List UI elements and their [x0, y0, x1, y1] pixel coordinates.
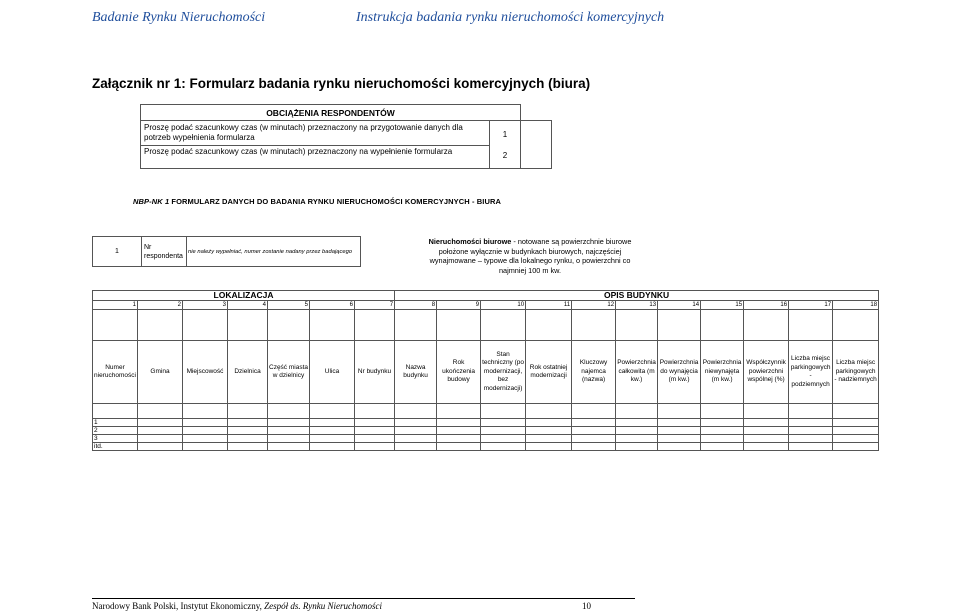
- column-number: 11: [526, 301, 572, 310]
- input-cell[interactable]: [526, 419, 572, 427]
- input-cell[interactable]: [526, 435, 572, 443]
- input-cell[interactable]: [658, 443, 701, 451]
- input-cell[interactable]: [183, 443, 228, 451]
- column-spacer: [93, 310, 138, 341]
- form-subtitle: [133, 197, 501, 206]
- row-label: 1: [93, 419, 138, 427]
- input-cell[interactable]: [355, 427, 395, 435]
- input-cell[interactable]: [701, 435, 744, 443]
- input-cell[interactable]: [228, 443, 268, 451]
- input-cell[interactable]: [268, 443, 310, 451]
- column-spacer: [355, 310, 395, 341]
- input-cell[interactable]: [744, 419, 789, 427]
- burden-heading: OBCIĄŻENIA RESPONDENTÓW: [141, 105, 521, 121]
- column-number: 8: [395, 301, 437, 310]
- column-header: Ulica: [310, 341, 355, 404]
- input-cell[interactable]: [310, 435, 355, 443]
- column-number: 9: [437, 301, 481, 310]
- input-cell[interactable]: [701, 419, 744, 427]
- input-cell[interactable]: [833, 419, 879, 427]
- column-spacer: [658, 310, 701, 341]
- input-cell[interactable]: [744, 435, 789, 443]
- input-cell[interactable]: [701, 443, 744, 451]
- definition-term: Nieruchomości biurowe: [428, 237, 512, 246]
- spacer-cell: [268, 404, 310, 419]
- input-cell[interactable]: [572, 427, 616, 435]
- column-spacer: [526, 310, 572, 341]
- column-spacer: [138, 310, 183, 341]
- column-spacer: [228, 310, 268, 341]
- column-header: Gmina: [138, 341, 183, 404]
- column-number: 12: [572, 301, 616, 310]
- column-number: 4: [228, 301, 268, 310]
- column-header: Nr budynku: [355, 341, 395, 404]
- table-row: [93, 427, 879, 435]
- column-spacer: [395, 310, 437, 341]
- spacer-cell: [744, 404, 789, 419]
- column-header: Część miasta w dzielnicy: [268, 341, 310, 404]
- input-cell[interactable]: [355, 443, 395, 451]
- input-cell[interactable]: [395, 435, 437, 443]
- respondent-number-box: [92, 236, 361, 267]
- input-cell[interactable]: [228, 419, 268, 427]
- input-cell[interactable]: [789, 419, 833, 427]
- input-cell[interactable]: [228, 427, 268, 435]
- row-label: 2: [93, 427, 138, 435]
- input-cell[interactable]: [310, 427, 355, 435]
- column-number: 13: [616, 301, 658, 310]
- input-cell[interactable]: [481, 419, 526, 427]
- input-cell[interactable]: [658, 419, 701, 427]
- input-cell[interactable]: [744, 427, 789, 435]
- input-cell[interactable]: [701, 427, 744, 435]
- input-cell[interactable]: [616, 427, 658, 435]
- input-cell[interactable]: [481, 435, 526, 443]
- input-cell[interactable]: [395, 427, 437, 435]
- column-spacer: [481, 310, 526, 341]
- spacer-cell: [183, 404, 228, 419]
- column-header: Rok ukończenia budowy: [437, 341, 481, 404]
- input-cell[interactable]: [789, 435, 833, 443]
- input-cell[interactable]: [228, 435, 268, 443]
- input-cell[interactable]: [395, 443, 437, 451]
- input-cell[interactable]: [437, 419, 481, 427]
- input-cell[interactable]: [138, 435, 183, 443]
- column-number: 16: [744, 301, 789, 310]
- column-number: 1: [93, 301, 138, 310]
- column-number: 18: [833, 301, 879, 310]
- column-spacer: [744, 310, 789, 341]
- definition-text: [420, 237, 640, 275]
- column-number: 3: [183, 301, 228, 310]
- column-header: Powierzchnia do wynajęcia (m kw.): [658, 341, 701, 404]
- table-row: [93, 443, 879, 451]
- input-cell[interactable]: [572, 443, 616, 451]
- input-cell[interactable]: [481, 443, 526, 451]
- column-number: 7: [355, 301, 395, 310]
- footer-text: [92, 601, 382, 611]
- respondent-note-field[interactable]: nie należy wypełniać, numer zostanie nadany przez badającego: [187, 237, 361, 267]
- input-cell[interactable]: [138, 427, 183, 435]
- input-cell[interactable]: [268, 427, 310, 435]
- row-label: itd.: [93, 443, 138, 451]
- column-header: Kluczowy najemca (nazwa): [572, 341, 616, 404]
- input-cell[interactable]: [616, 435, 658, 443]
- column-header: Powierzchnia niewynajęta (m kw.): [701, 341, 744, 404]
- form-title: FORMULARZ DANYCH DO BADANIA RYNKU NIERUCHOMOŚCI KOMERCYJNYCH - BIURA: [171, 197, 501, 206]
- burden-number-2: 2: [502, 150, 508, 160]
- respondent-burden-table: [140, 104, 552, 169]
- column-header: Liczba miejsc parkingowych - podziemnych: [789, 341, 833, 404]
- form-code: NBP-NK 1: [133, 197, 170, 206]
- column-number: 2: [138, 301, 183, 310]
- burden-question-2: Proszę podać szacunkowy czas (w minutach) przeznaczony na wypełnienie formularza: [141, 146, 490, 169]
- input-cell[interactable]: [572, 435, 616, 443]
- column-header: Dzielnica: [228, 341, 268, 404]
- spacer-cell: [701, 404, 744, 419]
- input-cell[interactable]: [789, 427, 833, 435]
- input-cell[interactable]: [833, 427, 879, 435]
- column-header: Numer nieruchomości: [93, 341, 138, 404]
- input-cell[interactable]: [789, 443, 833, 451]
- column-header: Liczba miejsc parkingowych - nadziemnych: [833, 341, 879, 404]
- input-cell[interactable]: [355, 435, 395, 443]
- input-cell[interactable]: [268, 435, 310, 443]
- column-spacer: [268, 310, 310, 341]
- column-number: 10: [481, 301, 526, 310]
- footer-team: Zespół ds. Rynku Nieruchomości: [264, 601, 382, 611]
- input-cell[interactable]: [658, 435, 701, 443]
- running-header-left: Badanie Rynku Nieruchomości: [92, 10, 266, 25]
- column-spacer: [183, 310, 228, 341]
- spacer-cell: [833, 404, 879, 419]
- spacer-cell: [395, 404, 437, 419]
- respondent-label: Nr respondenta: [142, 237, 187, 267]
- input-cell[interactable]: [310, 419, 355, 427]
- column-spacer: [616, 310, 658, 341]
- column-spacer: [789, 310, 833, 341]
- spacer-cell: [310, 404, 355, 419]
- input-cell[interactable]: [833, 435, 879, 443]
- respondent-row-number: 1: [93, 237, 142, 267]
- definition-body: - notowane są powierzchnie biurowe położone wyłącznie w budynkach biurowych, najczęściej wynajmowane – typowe dla lokalnego rynku, o powierzchni co najmniej 100 m kw.: [429, 237, 632, 275]
- column-spacer: [572, 310, 616, 341]
- spacer-cell: [658, 404, 701, 419]
- input-cell[interactable]: [183, 435, 228, 443]
- spacer-cell: [572, 404, 616, 419]
- input-cell[interactable]: [616, 443, 658, 451]
- column-spacer: [437, 310, 481, 341]
- column-header: Rok ostatniej modernizacji: [526, 341, 572, 404]
- column-spacer: [701, 310, 744, 341]
- data-form-table: [92, 290, 879, 451]
- input-cell[interactable]: [395, 419, 437, 427]
- input-cell[interactable]: [833, 443, 879, 451]
- running-header-right: Instrukcja badania rynku nieruchomości komercyjnych: [356, 10, 665, 25]
- input-cell[interactable]: [616, 419, 658, 427]
- input-cell[interactable]: [481, 427, 526, 435]
- input-cell[interactable]: [526, 443, 572, 451]
- input-cell[interactable]: [437, 435, 481, 443]
- column-header: Stan techniczny (po modernizacji, bez modernizacji): [481, 341, 526, 404]
- input-cell[interactable]: [437, 443, 481, 451]
- column-spacer: [310, 310, 355, 341]
- input-cell[interactable]: [572, 419, 616, 427]
- burden-answer-field[interactable]: [521, 121, 552, 169]
- column-header: Nazwa budynku: [395, 341, 437, 404]
- spacer-cell: [228, 404, 268, 419]
- footer-rule: [92, 598, 635, 599]
- page-number: 10: [582, 601, 591, 611]
- input-cell[interactable]: [183, 427, 228, 435]
- input-cell[interactable]: [526, 427, 572, 435]
- input-cell[interactable]: [268, 419, 310, 427]
- page-title: Załącznik nr 1: Formularz badania rynku nieruchomości komercyjnych (biura): [92, 76, 591, 91]
- column-number: 6: [310, 301, 355, 310]
- section-lokalizacja: LOKALIZACJA: [93, 291, 395, 301]
- input-cell[interactable]: [658, 427, 701, 435]
- column-header: Miejscowość: [183, 341, 228, 404]
- column-spacer: [833, 310, 879, 341]
- section-opis-budynku: OPIS BUDYNKU: [395, 291, 879, 301]
- footer-institution: Narodowy Bank Polski, Instytut Ekonomiczny,: [92, 601, 265, 611]
- spacer-cell: [616, 404, 658, 419]
- column-number: 15: [701, 301, 744, 310]
- column-number: 5: [268, 301, 310, 310]
- spacer-cell: [789, 404, 833, 419]
- spacer-cell: [481, 404, 526, 419]
- spacer-cell: [526, 404, 572, 419]
- column-number: 14: [658, 301, 701, 310]
- input-cell[interactable]: [138, 419, 183, 427]
- spacer-cell: [93, 404, 138, 419]
- input-cell[interactable]: [355, 419, 395, 427]
- input-cell[interactable]: [310, 443, 355, 451]
- burden-question-1: Proszę podać szacunkowy czas (w minutach) przeznaczony na przygotowanie danych dla potrzeb wypełnienia formularza: [141, 121, 490, 146]
- input-cell[interactable]: [437, 427, 481, 435]
- table-row: [93, 435, 879, 443]
- input-cell[interactable]: [183, 419, 228, 427]
- spacer-cell: [138, 404, 183, 419]
- spacer-cell: [437, 404, 481, 419]
- burden-number-1: 1: [502, 129, 508, 139]
- input-cell[interactable]: [744, 443, 789, 451]
- column-header: Współczynnik powierzchni wspólnej (%): [744, 341, 789, 404]
- column-header: Powierzchnia całkowita (m kw.): [616, 341, 658, 404]
- spacer-cell: [355, 404, 395, 419]
- input-cell[interactable]: [138, 443, 183, 451]
- table-row: [93, 419, 879, 427]
- column-number: 17: [789, 301, 833, 310]
- row-label: 3: [93, 435, 138, 443]
